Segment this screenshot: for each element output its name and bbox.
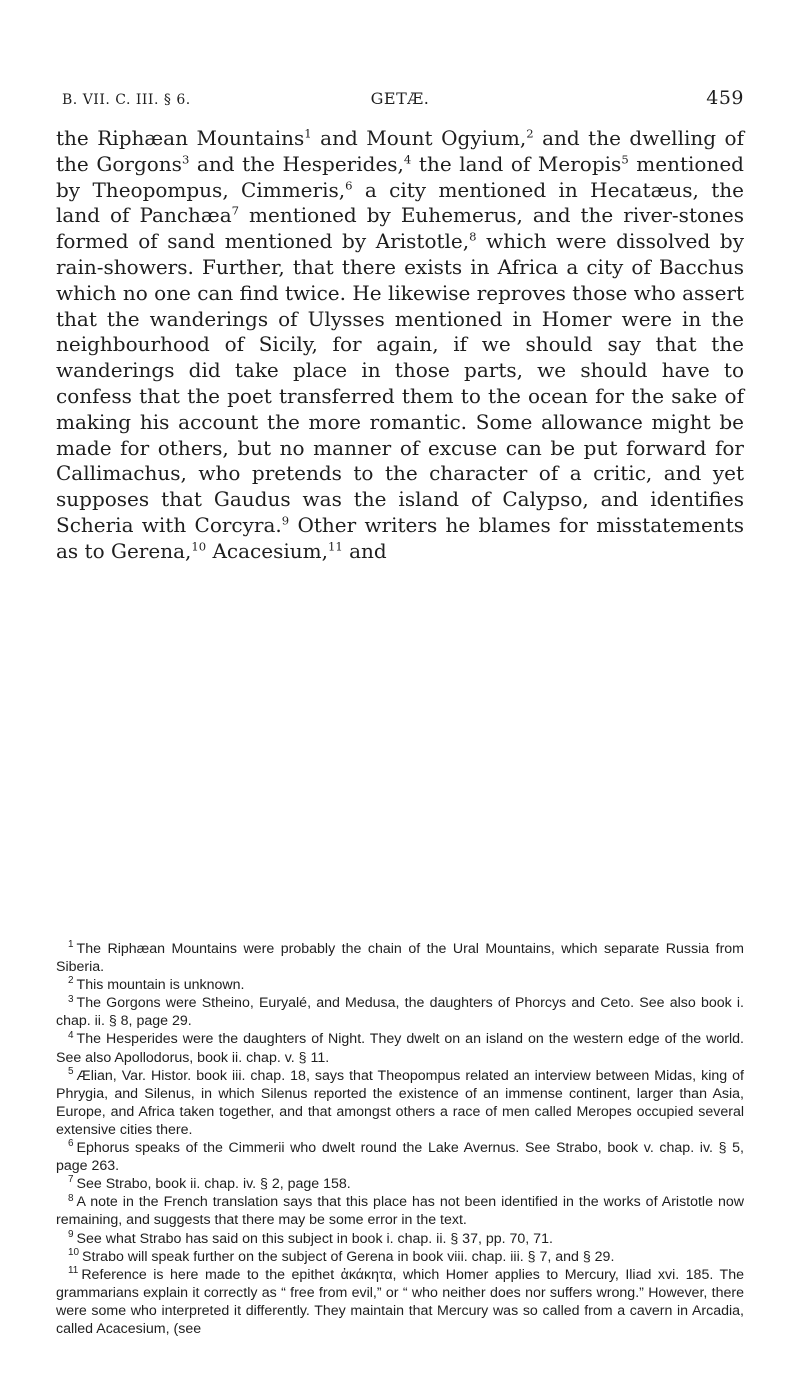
footnote-text: See what Strabo has said on this subject in book i. chap. ii. § 37, pp. 70, 71. <box>76 1230 553 1247</box>
body-text-run: Other writers he blames for misstatements as to Gerena, <box>56 512 744 563</box>
footnote-text: A note in the French translation says that this place has not been identified in the works of Aristotle now remaining, and suggests that there may be some error in the text. <box>56 1194 744 1229</box>
footnote-text: The Riphæan Mountains were probably the chain of the Ural Mountains, which separate Russia from Siberia. <box>56 941 744 976</box>
footnote-text: The Gorgons were Stheino, Euryalé, and Medusa, the daughters of Phorcys and Ceto. See also book i. chap. ii. § 8, page 29. <box>56 995 744 1030</box>
body-text-run: mentioned by Euhemerus, and the river-stones formed of sand mentioned by Aristotle, <box>56 203 744 254</box>
footnote <box>56 1230 744 1248</box>
footnote-reference: 5 <box>621 152 629 167</box>
footnote-text: Ephorus speaks of the Cimmerii who dwelt round the Lake Avernus. See Strabo, book v. chap. iv. § 5, page 263. <box>56 1140 744 1175</box>
footnote <box>56 940 744 976</box>
footnote-mark: 7 <box>68 1174 74 1186</box>
footnote-mark: 3 <box>68 993 74 1005</box>
footnote-text: This mountain is unknown. <box>76 977 245 994</box>
body-text-run: the Riphæan Mountains <box>56 126 305 150</box>
footnote-reference: 7 <box>231 203 240 218</box>
footnote-reference: 9 <box>281 513 290 528</box>
body-text-run: mentioned by Theopompus, Cimmeris, <box>56 151 744 202</box>
footnote-mark: 10 <box>68 1246 80 1258</box>
footnote-reference: 6 <box>345 177 353 192</box>
body-paragraph <box>56 126 744 565</box>
body-text-run: a city mentioned in Hecatæus, the land of Panchæa <box>56 177 744 228</box>
footnote <box>56 1067 744 1139</box>
footnote <box>56 1193 744 1229</box>
footnote-mark: 5 <box>68 1065 74 1077</box>
footnote-mark: 6 <box>68 1138 74 1150</box>
body-text-run: and <box>342 538 387 563</box>
footnote <box>56 1139 744 1175</box>
footnote <box>56 1248 744 1266</box>
body-text-run: and the Hesperides, <box>189 151 404 176</box>
running-header <box>56 84 744 114</box>
footnote-reference: 10 <box>191 539 207 554</box>
footnote-reference: 2 <box>526 126 534 141</box>
footnote-text: Reference is here made to the epithet ἀκάκητα, which Homer applies to Mercury, Iliad xvi. 185. The grammarians explain it correctly as “ free from evil,” or “ who neither does nor suffers wrong.” However, there were some who interpreted it differently. They maintain that Mercury was so called from a cavern in Arcadia, called Acacesium, (see <box>56 1266 744 1337</box>
footnotes <box>56 940 744 1338</box>
footnote <box>56 1030 744 1066</box>
body-text-run: the land of Meropis <box>411 151 622 176</box>
footnote-mark: 2 <box>68 975 74 987</box>
body-text-run: which were dissolved by rain-showers. Further, that there exists in Africa a city of Bacchus which no one can find twice. He likewise reproves those who assert that the wanderings of Ulysses mentioned in Homer were in the neighbourhood of Sicily, for again, if we should say that the wanderings did take place in those parts, we should have to confess that the poet transferred them to the ocean for the sake of making his account the more romantic. Some allowance might be made for others, but no manner of excuse can be put forward for Callimachus, who pretends to the character of a critic, and yet supposes that Gaudus was the island of Calypso, and identifies Scheria with Corcyra. <box>56 229 744 537</box>
footnote <box>56 1266 744 1338</box>
footnote-reference: 3 <box>181 152 190 167</box>
footnote-mark: 11 <box>68 1264 79 1276</box>
footnote-mark: 1 <box>68 939 74 951</box>
footnote-text: See Strabo, book ii. chap. iv. § 2, page 158. <box>76 1176 351 1193</box>
header-section-reference: B. VII. C. III. § 6. <box>62 92 191 108</box>
footnote-reference: 8 <box>469 229 477 244</box>
footnote-reference: 11 <box>327 539 343 554</box>
footnote <box>56 976 744 994</box>
footnote-text: Ælian, Var. Histor. book iii. chap. 18, says that Theopompus related an interview between Midas, king of Phrygia, and Silenus, in which Silenus reported the existence of an immense continent, larger than Asia, Europe, and Africa taken together, and that amongst others a race of men called Meropes occupied several extensive cities there. <box>56 1067 744 1138</box>
footnote-text: Strabo will speak further on the subject of Gerena in book viii. chap. iii. § 7, and § 29. <box>82 1248 615 1265</box>
footnote-mark: 8 <box>68 1192 74 1204</box>
footnote <box>56 994 744 1030</box>
footnote-reference: 4 <box>403 152 412 167</box>
footnote-text: The Hesperides were the daughters of Night. They dwelt on an island on the western edge of the world. See also Apollodorus, book ii. chap. v. § 11. <box>56 1031 744 1066</box>
footnote-mark: 4 <box>68 1029 74 1041</box>
footnote-mark: 9 <box>68 1228 74 1240</box>
main-text <box>56 126 744 565</box>
header-title: GETÆ. <box>370 89 430 108</box>
body-text-run: and the dwelling of the Gorgons <box>56 126 744 176</box>
body-text-run: Acacesium, <box>206 538 328 563</box>
footnote-reference: 1 <box>304 126 312 141</box>
page-number: 459 <box>706 87 744 109</box>
body-text-run: and Mount Ogyium, <box>311 126 527 150</box>
footnote <box>56 1175 744 1193</box>
